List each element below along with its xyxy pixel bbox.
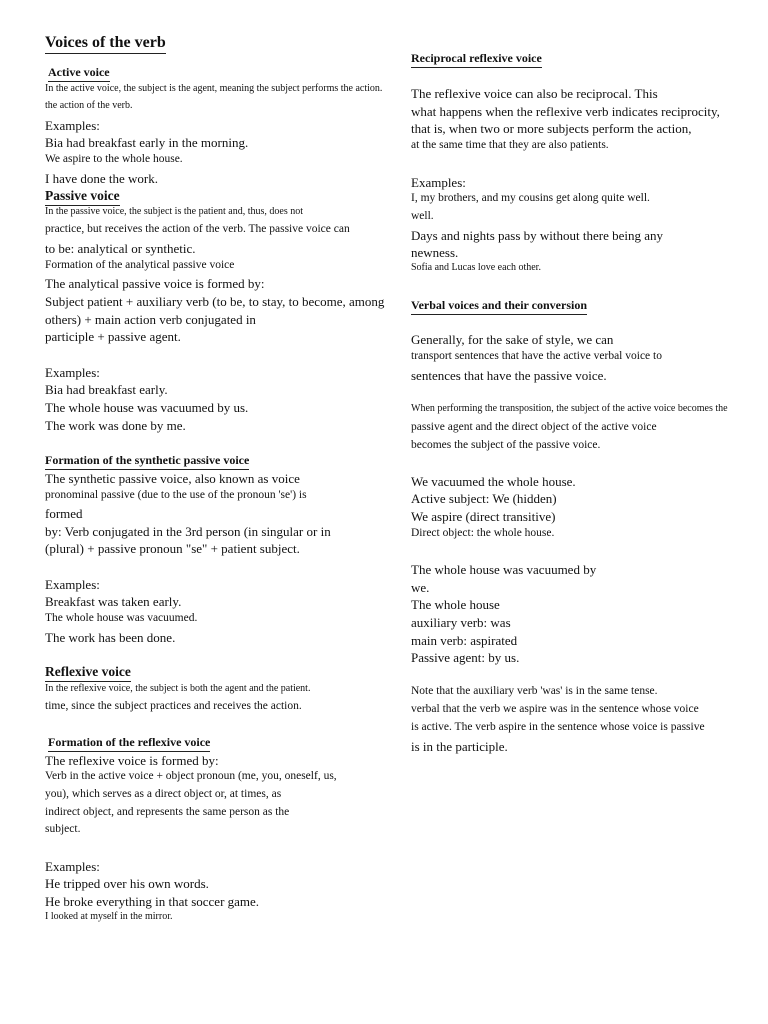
- passive-voice-desc: participle + passive agent.: [45, 329, 181, 344]
- example-line: The whole house was vacuumed.: [45, 612, 198, 624]
- reflexive-formation-desc: indirect object, and represents the same person as the: [45, 806, 290, 818]
- reflexive-formation-desc: The reflexive voice is formed by:: [45, 753, 219, 768]
- conversion-text: We vacuumed the whole house.: [411, 474, 576, 489]
- conversion-text: Active subject: We (hidden): [411, 491, 557, 506]
- active-voice-desc: the action of the verb.: [45, 100, 133, 111]
- examples-label: Examples:: [45, 859, 100, 874]
- conversion-heading: Verbal voices and their conversion: [411, 299, 587, 311]
- conversion-note: verbal that the verb we aspire was in the sentence whose voice: [411, 703, 699, 715]
- example-line: Breakfast was taken early.: [45, 594, 182, 609]
- example-line: Days and nights pass by without there being any: [411, 228, 664, 243]
- reciprocal-voice-desc: that is, when two or more subjects perform the action,: [411, 121, 692, 136]
- example-line: Sofia and Lucas love each other.: [411, 262, 541, 273]
- reciprocal-voice-heading: Reciprocal reflexive voice: [411, 52, 542, 64]
- passive-voice-desc: Subject patient + auxiliary verb (to be, to stay, to become, among: [45, 294, 385, 309]
- example-line: newness.: [411, 245, 459, 260]
- example-line: I looked at myself in the mirror.: [45, 911, 173, 922]
- example-line: Bia had breakfast early.: [45, 382, 168, 397]
- example-line: I, my brothers, and my cousins get along quite well.: [411, 192, 650, 204]
- reciprocal-voice-desc: what happens when the reflexive verb indicates reciprocity,: [411, 104, 720, 119]
- passive-voice-heading: Passive voice: [45, 189, 120, 203]
- conversion-text: passive agent and the direct object of the active voice: [411, 421, 657, 433]
- passive-voice-desc: The analytical passive voice is formed by:: [45, 276, 265, 291]
- conversion-text: We aspire (direct transitive): [411, 509, 556, 524]
- conversion-text: main verb: aspirated: [411, 633, 518, 648]
- example-line: He broke everything in that soccer game.: [45, 894, 260, 909]
- example-line: Bia had breakfast early in the morning.: [45, 135, 249, 150]
- passive-voice-desc: to be: analytical or synthetic.: [45, 241, 196, 256]
- synthetic-passive-heading: Formation of the synthetic passive voice: [45, 454, 249, 466]
- conversion-text: sentences that have the passive voice.: [411, 368, 607, 383]
- reflexive-formation-desc: Verb in the active voice + object pronoun (me, you, oneself, us,: [45, 770, 337, 782]
- reciprocal-voice-desc: The reflexive voice can also be reciprocal. This: [411, 86, 658, 101]
- reflexive-formation-desc: you), which serves as a direct object or, at times, as: [45, 788, 282, 800]
- conversion-note: is active. The verb aspire in the sentence whose voice is passive: [411, 721, 705, 733]
- example-line: We aspire to the whole house.: [45, 153, 183, 165]
- reflexive-voice-desc: In the reflexive voice, the subject is both the agent and the patient.: [45, 683, 311, 694]
- examples-label: Examples:: [45, 365, 100, 380]
- conversion-note: is in the participle.: [411, 739, 508, 754]
- conversion-note: Note that the auxiliary verb 'was' is in the same tense.: [411, 685, 658, 697]
- conversion-text: becomes the subject of the passive voice.: [411, 439, 601, 451]
- conversion-text: The whole house: [411, 597, 500, 612]
- conversion-text: When performing the transposition, the subject of the active voice becomes the: [411, 403, 728, 414]
- reflexive-voice-heading: Reflexive voice: [45, 665, 131, 679]
- conversion-text: transport sentences that have the active verbal voice to: [411, 350, 662, 362]
- examples-label: Examples:: [45, 118, 100, 133]
- active-voice-heading: Active voice: [48, 66, 110, 78]
- conversion-text: auxiliary verb: was: [411, 615, 511, 630]
- conversion-text: Direct object: the whole house.: [411, 527, 555, 539]
- reflexive-formation-heading: Formation of the reflexive voice: [48, 736, 210, 748]
- reciprocal-voice-desc: at the same time that they are also patients.: [411, 139, 609, 151]
- synthetic-passive-desc: The synthetic passive voice, also known as voice: [45, 471, 300, 486]
- passive-voice-desc: In the passive voice, the subject is the patient and, thus, does not: [45, 206, 303, 217]
- conversion-text: The whole house was vacuumed by: [411, 562, 597, 577]
- examples-label: Examples:: [45, 577, 100, 592]
- reflexive-formation-desc: subject.: [45, 823, 81, 835]
- conversion-text: Passive agent: by us.: [411, 650, 520, 665]
- passive-voice-desc: others) + main action verb conjugated in: [45, 312, 256, 327]
- example-line: The whole house was vacuumed by us.: [45, 400, 249, 415]
- conversion-text: we.: [411, 580, 430, 595]
- example-line: I have done the work.: [45, 171, 158, 186]
- passive-voice-desc: practice, but receives the action of the verb. The passive voice can: [45, 223, 350, 235]
- page-title: Voices of the verb: [45, 35, 166, 51]
- active-voice-desc: In the active voice, the subject is the agent, meaning the subject performs the action.: [45, 83, 383, 94]
- synthetic-passive-desc: by: Verb conjugated in the 3rd person (in singular or in: [45, 524, 331, 539]
- reflexive-voice-desc: time, since the subject practices and receives the action.: [45, 700, 302, 712]
- passive-voice-desc: Formation of the analytical passive voice: [45, 259, 235, 271]
- synthetic-passive-desc: pronominal passive (due to the use of the pronoun 'se') is: [45, 489, 307, 501]
- example-line: The work has been done.: [45, 630, 176, 645]
- example-line: well.: [411, 210, 434, 222]
- example-line: He tripped over his own words.: [45, 876, 209, 891]
- synthetic-passive-desc: formed: [45, 506, 83, 521]
- example-line: The work was done by me.: [45, 418, 186, 433]
- synthetic-passive-desc: (plural) + passive pronoun "se" + patient subject.: [45, 541, 300, 556]
- conversion-text: Generally, for the sake of style, we can: [411, 332, 614, 347]
- examples-label: Examples:: [411, 175, 466, 190]
